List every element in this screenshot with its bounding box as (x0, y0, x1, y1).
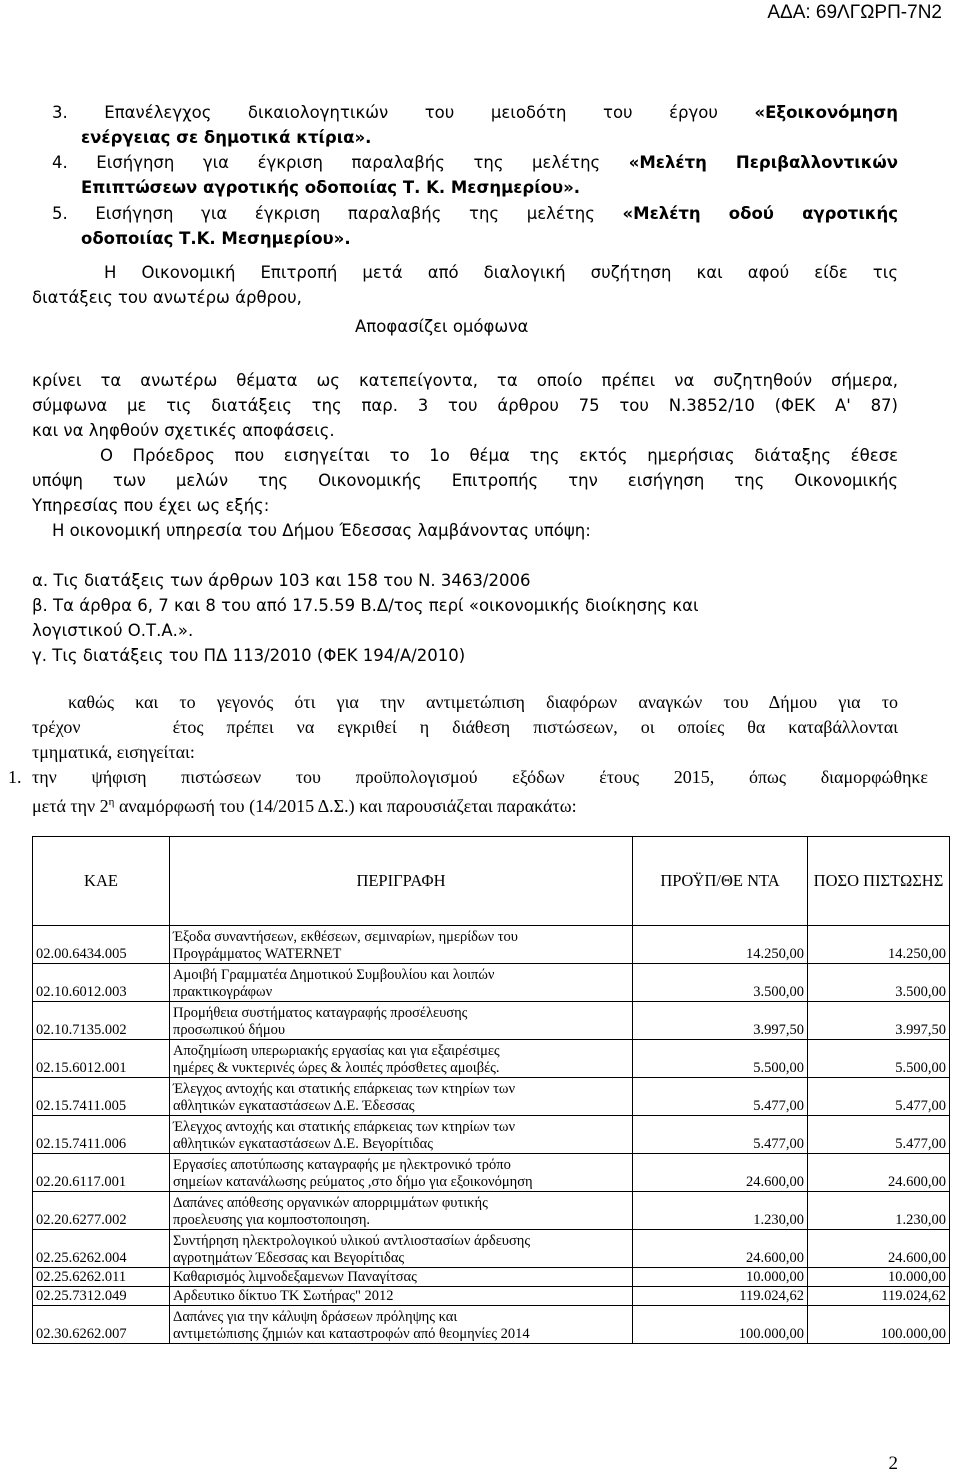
table-row (33, 1268, 950, 1287)
cell-amount: 3.500,00 (808, 964, 950, 1002)
paragraph-urgent: κρίνει τα ανωτέρω θέματα ως κατεπείγοντα, τα οποίο πρέπει να συζητηθούν σήμερα, σύμφωνα με τις διατάξεις της παρ. 3 του άρθρου 75 του Ν.3852/10 (ΦΕΚ Α' 87) και να ληφθούν σχετικές αποφάσεις. (32, 371, 898, 440)
cell-kae: 02.15.7411.005 (33, 1078, 170, 1116)
table-row (33, 1154, 950, 1192)
cell-description: Δαπάνες απόθεσης οργανικών απορριμμάτων φυτικής προελευσης για κομποστοποιηση. (170, 1192, 633, 1230)
cell-budget: 14.250,00 (633, 926, 808, 964)
table-row (33, 1230, 950, 1268)
cell-kae: 02.10.7135.002 (33, 1002, 170, 1040)
cell-amount: 1.230,00 (808, 1192, 950, 1230)
cell-kae: 02.25.6262.004 (33, 1230, 170, 1268)
header-kae: ΚΑΕ (33, 837, 170, 926)
cell-amount: 100.000,00 (808, 1306, 950, 1344)
cell-kae: 02.25.7312.049 (33, 1287, 170, 1306)
table-row (33, 1306, 950, 1344)
cell-budget: 100.000,00 (633, 1306, 808, 1344)
ada-code: ΑΔΑ: 69ΛΓΩΡΠ-7Ν2 (767, 2, 942, 23)
cell-budget: 5.500,00 (633, 1040, 808, 1078)
cell-amount: 5.477,00 (808, 1116, 950, 1154)
cell-amount: 10.000,00 (808, 1268, 950, 1287)
cell-description: Συντήρηση ηλεκτρολογικού υλικού αντλιοστασίων άρδευσης αγροτημάτων Έδεσσας και Βεγορίτιδας (170, 1230, 633, 1268)
cell-kae: 02.20.6277.002 (33, 1192, 170, 1230)
cell-amount: 3.997,50 (808, 1002, 950, 1040)
paragraph-president: Ο Πρόεδρος που εισηγείται το 1ο θέμα της εκτός ημερήσιας διάταξης έθεσε υπόψη των μελών της Οικονομικής Επιτροπής την εισήγηση της Οικονομικής Υπηρεσίας που έχει ως εξής: Η οικονομική υπηρεσία του Δήμου Έδεσσας λαμβάνοντας υπόψη: (32, 446, 898, 540)
cell-budget: 3.997,50 (633, 1002, 808, 1040)
table-row (33, 1040, 950, 1078)
cell-kae: 02.30.6262.007 (33, 1306, 170, 1344)
cell-description: Έλεγχος αντοχής και στατικής επάρκειας των κτηρίων των αθλητικών εγκαταστάσεων Δ.Ε. Βεγορίτιδας (170, 1116, 633, 1154)
cell-description: Έξοδα συναντήσεων, εκθέσεων, σεμιναρίων, ημερίδων του Προγράμματος WATERNET (170, 926, 633, 964)
header-budget: ΠΡΟΫΠ/ΘΕ ΝΤΑ (633, 837, 808, 926)
cell-description: Εργασίες αποτύπωσης καταγραφής με ηλεκτρονικό τρόπο σημείων κατανάλωσης ρεύματος ,στο δήμο για εξοικονόμηση (170, 1154, 633, 1192)
cell-description: Αποζημίωση υπερωριακής εργασίας και για εξαιρέσιμες ημέρες & νυκτερινές ώρες & λοιπές πρόσθετες αμοιβές. (170, 1040, 633, 1078)
cell-budget: 5.477,00 (633, 1116, 808, 1154)
cell-amount: 14.250,00 (808, 926, 950, 964)
cell-budget: 119.024,62 (633, 1287, 808, 1306)
table-row (33, 1002, 950, 1040)
cell-description: Καθαρισμός λιμνοδεξαμενων Παναγίτσας (170, 1268, 633, 1287)
paragraph-proposal: καθώς και το γεγονός ότι για την αντιμετώπιση διαφόρων αναγκών του Δήμου για το τρέχον έτος πρέπει να εγκριθεί η διάθεση πιστώσεων, οι οποίες θα καταβάλλονται τμηματικά, εισηγείται: (32, 692, 898, 762)
cell-description: Προμήθεια συστήματος καταγραφής προσέλευσης προσωπικού δήμου (170, 1002, 633, 1040)
decision-heading: Αποφασίζει ομόφωνα (355, 317, 529, 336)
header-description: ΠΕΡΙΓΡΑΦΗ (170, 837, 633, 926)
credits-table (32, 836, 950, 1344)
item-5: 5. Εισήγηση για έγκριση παραλαβής της μελέτης «Μελέτη οδού αγροτικής οδοποιίας Τ.Κ. Μεσημερίου». (52, 204, 899, 248)
table-row (33, 1078, 950, 1116)
table-row (33, 1287, 950, 1306)
cell-amount: 24.600,00 (808, 1230, 950, 1268)
table-row (33, 964, 950, 1002)
cell-kae: 02.20.6117.001 (33, 1154, 170, 1192)
cell-kae: 02.15.7411.006 (33, 1116, 170, 1154)
cell-description: Έλεγχος αντοχής και στατικής επάρκειας των κτηρίων των αθλητικών εγκαταστάσεων Δ.Ε. Έδεσσας (170, 1078, 633, 1116)
paragraph-committee: Η Οικονομική Επιτροπή μετά από διαλογική συζήτηση και αφού είδε τις διατάξεις του ανωτέρω άρθρου, (32, 263, 898, 307)
cell-budget: 10.000,00 (633, 1268, 808, 1287)
cell-kae: 02.15.6012.001 (33, 1040, 170, 1078)
table-row (33, 1116, 950, 1154)
cell-budget: 3.500,00 (633, 964, 808, 1002)
page-number: 2 (888, 1453, 898, 1474)
table-row (33, 926, 950, 964)
table-row (33, 1192, 950, 1230)
cell-kae: 02.25.6262.011 (33, 1268, 170, 1287)
header-amount: ΠΟΣΟ ΠΙΣΤΩΣΗΣ (808, 837, 950, 926)
cell-kae: 02.10.6012.003 (33, 964, 170, 1002)
cell-description: Αμοιβή Γραμματέα Δημοτικού Συμβουλίου και λοιπών πρακτικογράφων (170, 964, 633, 1002)
cell-amount: 5.500,00 (808, 1040, 950, 1078)
cell-budget: 5.477,00 (633, 1078, 808, 1116)
considerations: α. Τις διατάξεις των άρθρων 103 και 158 του Ν. 3463/2006 β. Τα άρθρα 6, 7 και 8 του από 17.5.59 Β.Δ/τος περί «οικονομικής διοίκησης και λογιστικού Ο.Τ.Α.». γ. Τις διατάξεις του ΠΔ 113/2010 (ΦΕΚ 194/Α/2010) (32, 571, 699, 665)
cell-amount: 5.477,00 (808, 1078, 950, 1116)
cell-budget: 24.600,00 (633, 1154, 808, 1192)
cell-budget: 24.600,00 (633, 1230, 808, 1268)
item-4: 4. Εισήγηση για έγκριση παραλαβής της μελέτης «Μελέτη Περιβαλλοντικών Επιπτώσεων αγροτικής οδοποιίας Τ. Κ. Μεσημερίου». (52, 153, 898, 197)
cell-description: Αρδευτικο δίκτυο ΤΚ Σωτήρας" 2012 (170, 1287, 633, 1306)
cell-description: Δαπάνες για την κάλυψη δράσεων πρόληψης και αντιμετώπισης ζημιών και καταστροφών από θεομηνίες 2014 (170, 1306, 633, 1344)
table-header-row (33, 837, 950, 926)
point-1: 1. την ψήφιση πιστώσεων του προϋπολογισμού εξόδων έτους 2015, όπως διαμορφώθηκε μετά την $2^\eta$ αναμόρφωσή του (14/2015 Δ.Σ.) και παρουσιάζεται παρακάτω: (8, 767, 928, 816)
cell-budget: 1.230,00 (633, 1192, 808, 1230)
cell-amount: 24.600,00 (808, 1154, 950, 1192)
cell-amount: 119.024,62 (808, 1287, 950, 1306)
item-3: 3. Επανέλεγχος δικαιολογητικών του μειοδότη του έργου «Εξοικονόμηση ενέργειας σε δημοτικά κτίρια». (52, 103, 898, 147)
cell-kae: 02.00.6434.005 (33, 926, 170, 964)
